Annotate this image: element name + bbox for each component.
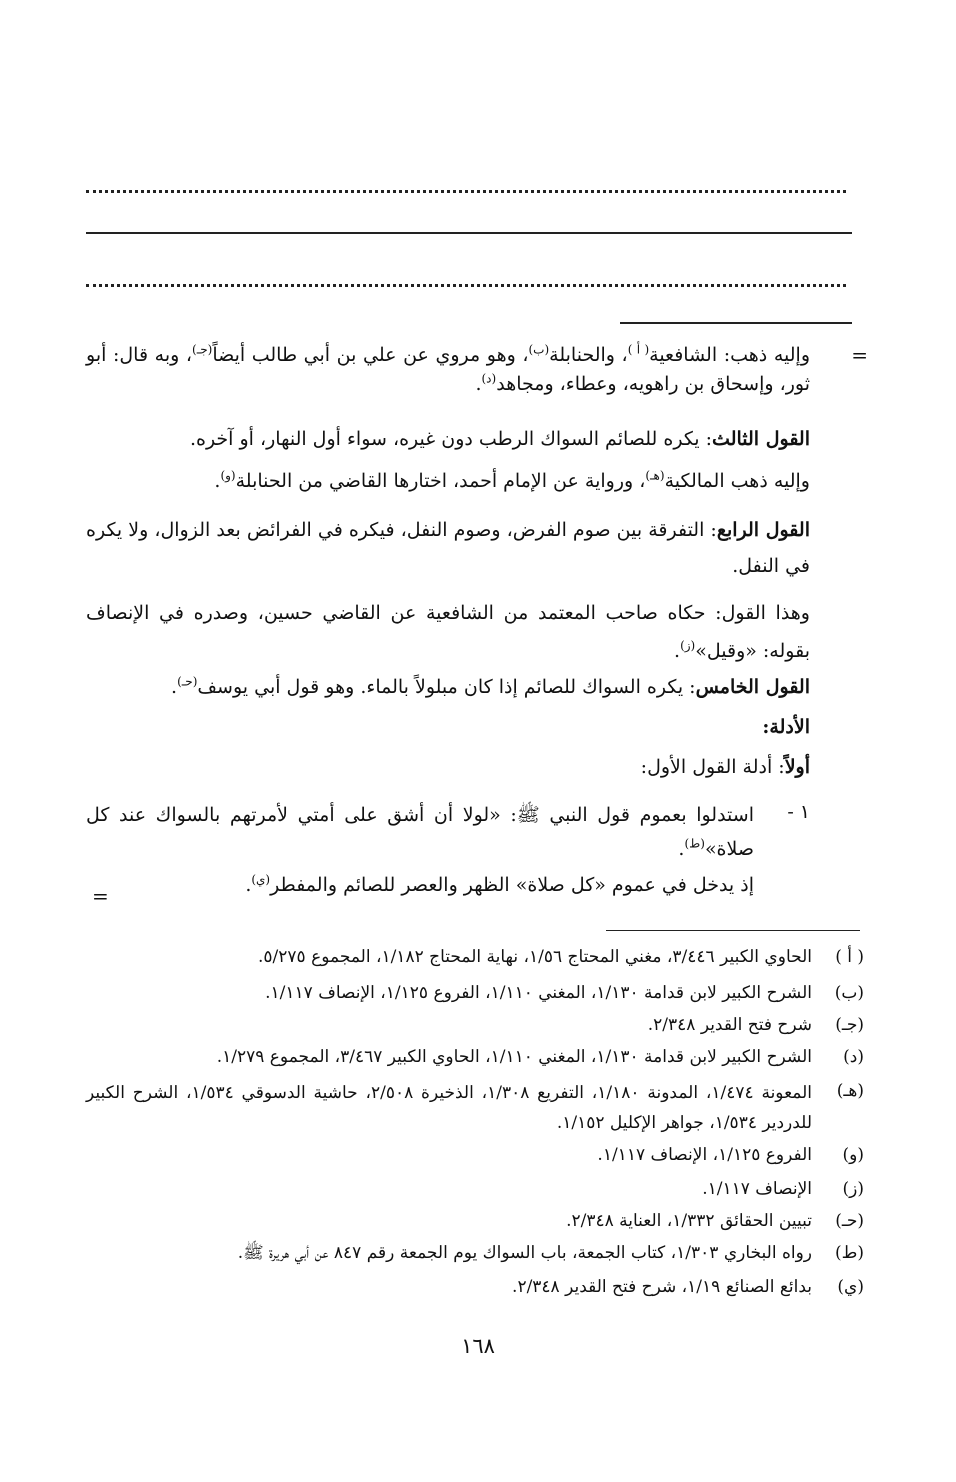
section-heading: أولاً (784, 756, 810, 778)
section-heading: الأدلة: (762, 716, 810, 738)
paragraph-5: وهذا القول: حكاه صاحب المعتمد من الشافعية عن القاضي حسين، وصدره في الإنصاف بقوله: «وقيل»$^{(ز)}$. (86, 602, 810, 662)
short-rule (620, 322, 852, 324)
footnote-label: (د) (843, 1047, 864, 1067)
paragraph-10: إذ يدخل في عموم «كل صلاة» الظهر والعصر للصائم والمفطر$^{(ي)}$. (245, 872, 754, 896)
section-heading: القول الثالث (712, 428, 810, 450)
footnote-text: رواه البخاري ١/٣٠٣، كتاب الجمعة، باب السواك يوم الجمعة رقم ٨٤٧ عن أبي هريرة ﷺ. (237, 1243, 812, 1263)
footnote-text: المعونة ١/٤٧٤، المدونة ١/١٨٠، التفريع ١/٣٠٨، الذخيرة ٢/٥٠٨، حاشية الدسوقي ١/٥٣٤، الشرح الكبير للدردير ١/٥٣٤، جواهر الإكليل ١/١٥٢. (86, 1083, 813, 1133)
dotted-line-1 (86, 190, 846, 193)
footnote-ref: (ب) (528, 342, 550, 357)
footnote-label: (حـ) (835, 1211, 864, 1231)
footnote-item (86, 1078, 864, 1138)
footnote-text: شرح فتح القدير ٢/٣٤٨. (647, 1015, 812, 1035)
footnote-text: الشرح الكبير لابن قدامة ١/١٣٠، المغني ١/١١٠، الفروع ١/١٢٥، الإنصاف ١/١١٧. (265, 983, 812, 1003)
footnote-ref: (جـ) (192, 342, 213, 357)
paragraph-4: القول الرابع: التفرقة بين صوم الفرض، وصوم النفل، فيكره في الفرائض بعد الزوال، ولا يكره في النفل. (86, 519, 810, 577)
paragraph-1: وإليه ذهب: الشافعية$^{( أ )}$، والحنابلة$^{(ب)}$، وهو مروي عن علي بن أبي طالب أيضاً$^{(جـ)}$، وبه قال: أبو ثور، وإسحاق بن راهويه، وعطاء، ومجاهد$^{(د)}$. (86, 342, 810, 395)
footnote-item (86, 1274, 864, 1300)
paragraph-7 (762, 716, 810, 738)
footnote-label: (و) (842, 1145, 864, 1165)
page-number: ١٦٨ (461, 1334, 495, 1358)
footnote-label: (ز) (842, 1179, 864, 1199)
footnote-label: ( أ ) (835, 947, 864, 967)
footnote-item (86, 1176, 864, 1202)
footnote-item (86, 1240, 864, 1266)
footnote-label: (ب) (834, 983, 864, 1003)
footnote-item (86, 1208, 864, 1234)
footnote-text: الحاوي الكبير ٣/٤٤٦، مغني المحتاج ١/٥٦، نهاية المحتاج ١/١٨٢، المجموع ٥/٢٧٥. (258, 947, 812, 967)
footnote-text: تبيين الحقائق ١/٣٣٢، العناية ٢/٣٤٨. (566, 1211, 812, 1231)
paragraph-9: استدلوا بعموم قول النبي ﷺ: «لولا أن أشق على أمتي لأمرتهم بالسواك عند كل صلاة»$^{(ط)}$. (86, 804, 754, 860)
footnote-separator (606, 930, 860, 931)
footnote-ref: (د) (481, 371, 497, 386)
section-heading: القول الخامس (695, 676, 810, 698)
list-number: ١ - (787, 801, 810, 823)
section-heading: القول الرابع (716, 519, 810, 541)
dotted-line-2 (86, 284, 846, 287)
paragraph-2: القول الثالث: يكره للصائم السواك الرطب دون غيره، سواء أول النهار، أو آخره. (189, 428, 810, 450)
footnote-item (86, 1012, 864, 1038)
footnote-label: (ي) (837, 1277, 864, 1297)
footnote-label: (جـ) (835, 1015, 864, 1035)
paragraph-3: وإليه ذهب المالكية$^{(هـ)}$، ورواية عن الإمام أحمد، اختارها القاضي من الحنابلة$^{(و)}$. (214, 468, 810, 492)
continuation-mark-end: = (92, 884, 109, 908)
paragraph-8: أولاً: أدلة القول الأول: (640, 756, 810, 778)
footnote-text: بدائع الصنائع ١/١٩، شرح فتح القدير ٢/٣٤٨. (512, 1277, 812, 1297)
paragraph-6: القول الخامس: يكره السواك للصائم إذا كان مبلولاً بالماء. وهو قول أبي يوسف$^{(حـ)}$. (171, 674, 810, 698)
footnote-ref: ( أ ) (627, 342, 650, 357)
footnote-label: (هـ) (836, 1081, 864, 1101)
footnote-text: الشرح الكبير لابن قدامة ١/١٣٠، المغني ١/١١٠، الحاوي الكبير ٣/٤٦٧، المجموع ١/٢٧٩. (216, 1047, 812, 1067)
footnote-label: (ط) (835, 1243, 864, 1263)
continuation-mark: = (851, 343, 868, 367)
footnote-item (86, 1142, 864, 1168)
footnote-text: الإنصاف ١/١١٧. (702, 1179, 812, 1199)
footnote-item (86, 980, 864, 1006)
solid-line (86, 232, 852, 234)
footnote-item (86, 944, 864, 970)
footnote-item (86, 1044, 864, 1070)
footnote-text: الفروع ١/١٢٥، الإنصاف ١/١١٧. (597, 1145, 812, 1165)
